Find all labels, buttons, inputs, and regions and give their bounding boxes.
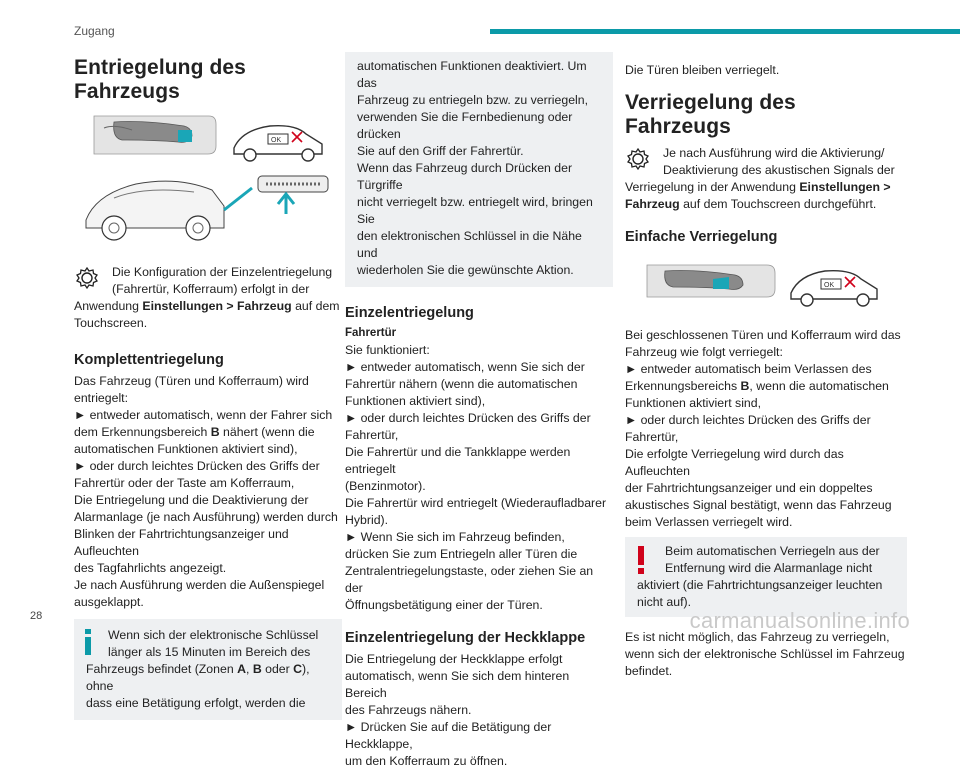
body-line: ► oder durch leichtes Drücken des Griffs der: [74, 459, 320, 473]
body-line: Öffnungsbetätigung einer der Türen.: [345, 598, 543, 612]
body-line: beim Verlassen verriegelt wird.: [625, 515, 793, 529]
note-line: Verriegelung in der Anwendung Einstellungen >: [625, 180, 891, 194]
body-line: Sie funktioniert:: [345, 343, 430, 357]
body-line: Es ist nicht möglich, das Fahrzeug zu verriegeln,: [625, 630, 890, 644]
body-line: der Fahrtrichtungsanzeiger und ein doppeltes: [625, 481, 873, 495]
info-line: dass eine Betätigung erfolgt, werden die: [86, 696, 306, 710]
body-line: ► oder durch leichtes Drücken des Griffs der: [345, 411, 591, 425]
info-line: automatischen Funktionen deaktiviert. Um das: [357, 59, 587, 90]
body-line: Das Fahrzeug (Türen und Kofferraum) wird: [74, 374, 309, 388]
column-right: [625, 62, 907, 680]
body-line: Fahrzeug wie folgt verriegelt:: [625, 345, 783, 359]
info-line: Wenn sich der elektronische Schlüssel: [108, 628, 319, 642]
body-line: automatischen Funktionen aktiviert sind),: [74, 442, 298, 456]
column-middle: [345, 52, 613, 770]
body-line: Zentralentriegelungstaste, oder ziehen Sie an der: [345, 564, 594, 595]
info-line: wiederholen Sie die gewünschte Aktion.: [357, 263, 574, 277]
title-verriegelung: Verriegelung des Fahrzeugs: [625, 91, 796, 138]
body-line: Fahrertür,: [625, 430, 679, 444]
watermark: carmanualsonline.info: [689, 608, 910, 633]
body-line: Die Entriegelung der Heckklappe erfolgt: [345, 652, 563, 666]
note-line: Touchscreen.: [74, 316, 148, 330]
info-box: [74, 619, 342, 720]
body-line: ► Drücken Sie auf die Betätigung der Heckklappe,: [345, 720, 552, 751]
gear-icon: [74, 265, 100, 291]
body-line: des Tagfahrlichts angezeigt.: [74, 561, 227, 575]
page-number: 28: [30, 610, 43, 622]
info-line: Fahrzeugs befindet (Zonen A, B oder C), ohne: [86, 662, 310, 693]
heading-einzelentriegelung: Einzelentriegelung: [345, 305, 474, 321]
body-line: ► Wenn Sie sich im Fahrzeug befinden,: [345, 530, 565, 544]
heading-einfache-verriegelung: Einfache Verriegelung: [625, 229, 778, 245]
body-line: ► entweder automatisch beim Verlassen des: [625, 362, 872, 376]
door-handle-lock-illustration: [625, 257, 907, 309]
note-line: Die Konfiguration der Einzelentriegelung: [112, 265, 333, 279]
body-line: um den Kofferraum zu öffnen.: [345, 754, 508, 768]
body-line: (Benzinmotor).: [345, 479, 426, 493]
info-line: verwenden Sie die Fernbedienung oder drücken: [357, 110, 573, 141]
title-entriegelung: Entriegelung des Fahrzeugs: [74, 56, 246, 103]
info-line: nicht verriegelt bzw. entriegelt wird, bringen Sie: [357, 195, 593, 226]
note-line: Fahrzeug auf dem Touchscreen durchgeführt.: [625, 197, 877, 211]
subheading-fahrertuer: Fahrertür: [345, 327, 397, 339]
info-line: Wenn das Fahrzeug durch Drücken der Türgriffe: [357, 161, 573, 192]
info-line: länger als 15 Minuten im Bereich des: [108, 645, 311, 659]
body-line: Hybrid).: [345, 513, 389, 527]
note-line: Deaktivierung des akustischen Signals der: [663, 163, 895, 177]
body-line: automatisch, wenn Sie sich dem hinteren Bereich: [345, 669, 570, 700]
body-line: ► entweder automatisch, wenn Sie sich der: [345, 360, 585, 374]
info-box-continued: [345, 52, 613, 287]
warning-line: aktiviert (die Fahrtrichtungsanzeiger leuchten: [637, 578, 883, 592]
body-line: Blinken der Fahrtrichtungsanzeiger und Aufleuchten: [74, 527, 289, 558]
body-line: Je nach Ausführung werden die Außenspiegel: [74, 578, 325, 592]
body-line: Funktionen aktiviert sind),: [345, 394, 486, 408]
body-line: Fahrertür,: [345, 428, 399, 442]
body-line: ► oder durch leichtes Drücken des Griffs der: [625, 413, 871, 427]
column-left: [74, 52, 342, 720]
heading-komplettentriegelung: Komplettentriegelung: [74, 352, 224, 368]
warning-exclamation-icon: [637, 546, 645, 574]
body-line: Fahrertür nähern (wenn die automatischen: [345, 377, 578, 391]
body-line: Die Fahrertür wird entriegelt (Wiederaufladbarer: [345, 496, 607, 510]
body-line: dem Erkennungsbereich B nähert (wenn die: [74, 425, 315, 439]
section-header: Zugang: [74, 24, 115, 38]
warning-line: nicht auf).: [637, 595, 691, 609]
note-line: (Fahrertür, Kofferraum) erfolgt in der: [112, 282, 310, 296]
header-accent-bar: [490, 29, 960, 34]
settings-note: [74, 264, 342, 332]
body-line: des Fahrzeugs nähern.: [345, 703, 472, 717]
body-line: entriegelt:: [74, 391, 129, 405]
info-icon: [84, 629, 92, 655]
heading-heckklappe: Einzelentriegelung der Heckklappe: [345, 630, 586, 646]
warning-line: Beim automatischen Verriegeln aus der: [665, 544, 880, 558]
body-line: wenn sich der elektronische Schlüssel im Fahrzeug: [625, 647, 905, 661]
body-line: akustisches Signal bestätigt, wenn das Fahrzeug: [625, 498, 892, 512]
body-line: ► entweder automatisch, wenn der Fahrer sich: [74, 408, 333, 422]
body-line: Alarmanlage (je nach Ausführung) werden durch: [74, 510, 338, 524]
door-handle-unlock-illustration: [74, 110, 342, 248]
gear-icon: [625, 146, 651, 172]
warning-box: [625, 537, 907, 617]
info-line: Sie auf den Griff der Fahrertür.: [357, 144, 524, 158]
body-line: Erkennungsbereichs B, wenn die automatischen: [625, 379, 889, 393]
settings-note: [625, 145, 907, 213]
note-line: Je nach Ausführung wird die Aktivierung/: [663, 146, 885, 160]
ok-label: OK: [271, 137, 282, 144]
body-line: Die Entriegelung und die Deaktivierung der: [74, 493, 309, 507]
body-line: befindet.: [625, 664, 673, 678]
body-line: ausgeklappt.: [74, 595, 144, 609]
info-line: Fahrzeug zu entriegeln bzw. zu verriegeln,: [357, 93, 589, 107]
body-line: Die Türen bleiben verriegelt.: [625, 63, 780, 77]
body-line: drücken Sie zum Entriegeln aller Türen die: [345, 547, 578, 561]
body-line: Die erfolgte Verriegelung wird durch das Aufleuchten: [625, 447, 844, 478]
warning-line: Entfernung wird die Alarmanlage nicht: [665, 561, 873, 575]
note-line: Anwendung Einstellungen > Fahrzeug auf dem: [74, 299, 340, 313]
body-line: Fahrertür oder der Taste am Kofferraum,: [74, 476, 295, 490]
ok-label: OK: [824, 282, 835, 289]
body-line: Funktionen aktiviert sind,: [625, 396, 762, 410]
info-line: den elektronischen Schlüssel in die Nähe und: [357, 229, 582, 260]
body-line: Die Fahrertür und die Tankklappe werden entriegelt: [345, 445, 571, 476]
body-line: Bei geschlossenen Türen und Kofferraum wird das: [625, 328, 901, 342]
